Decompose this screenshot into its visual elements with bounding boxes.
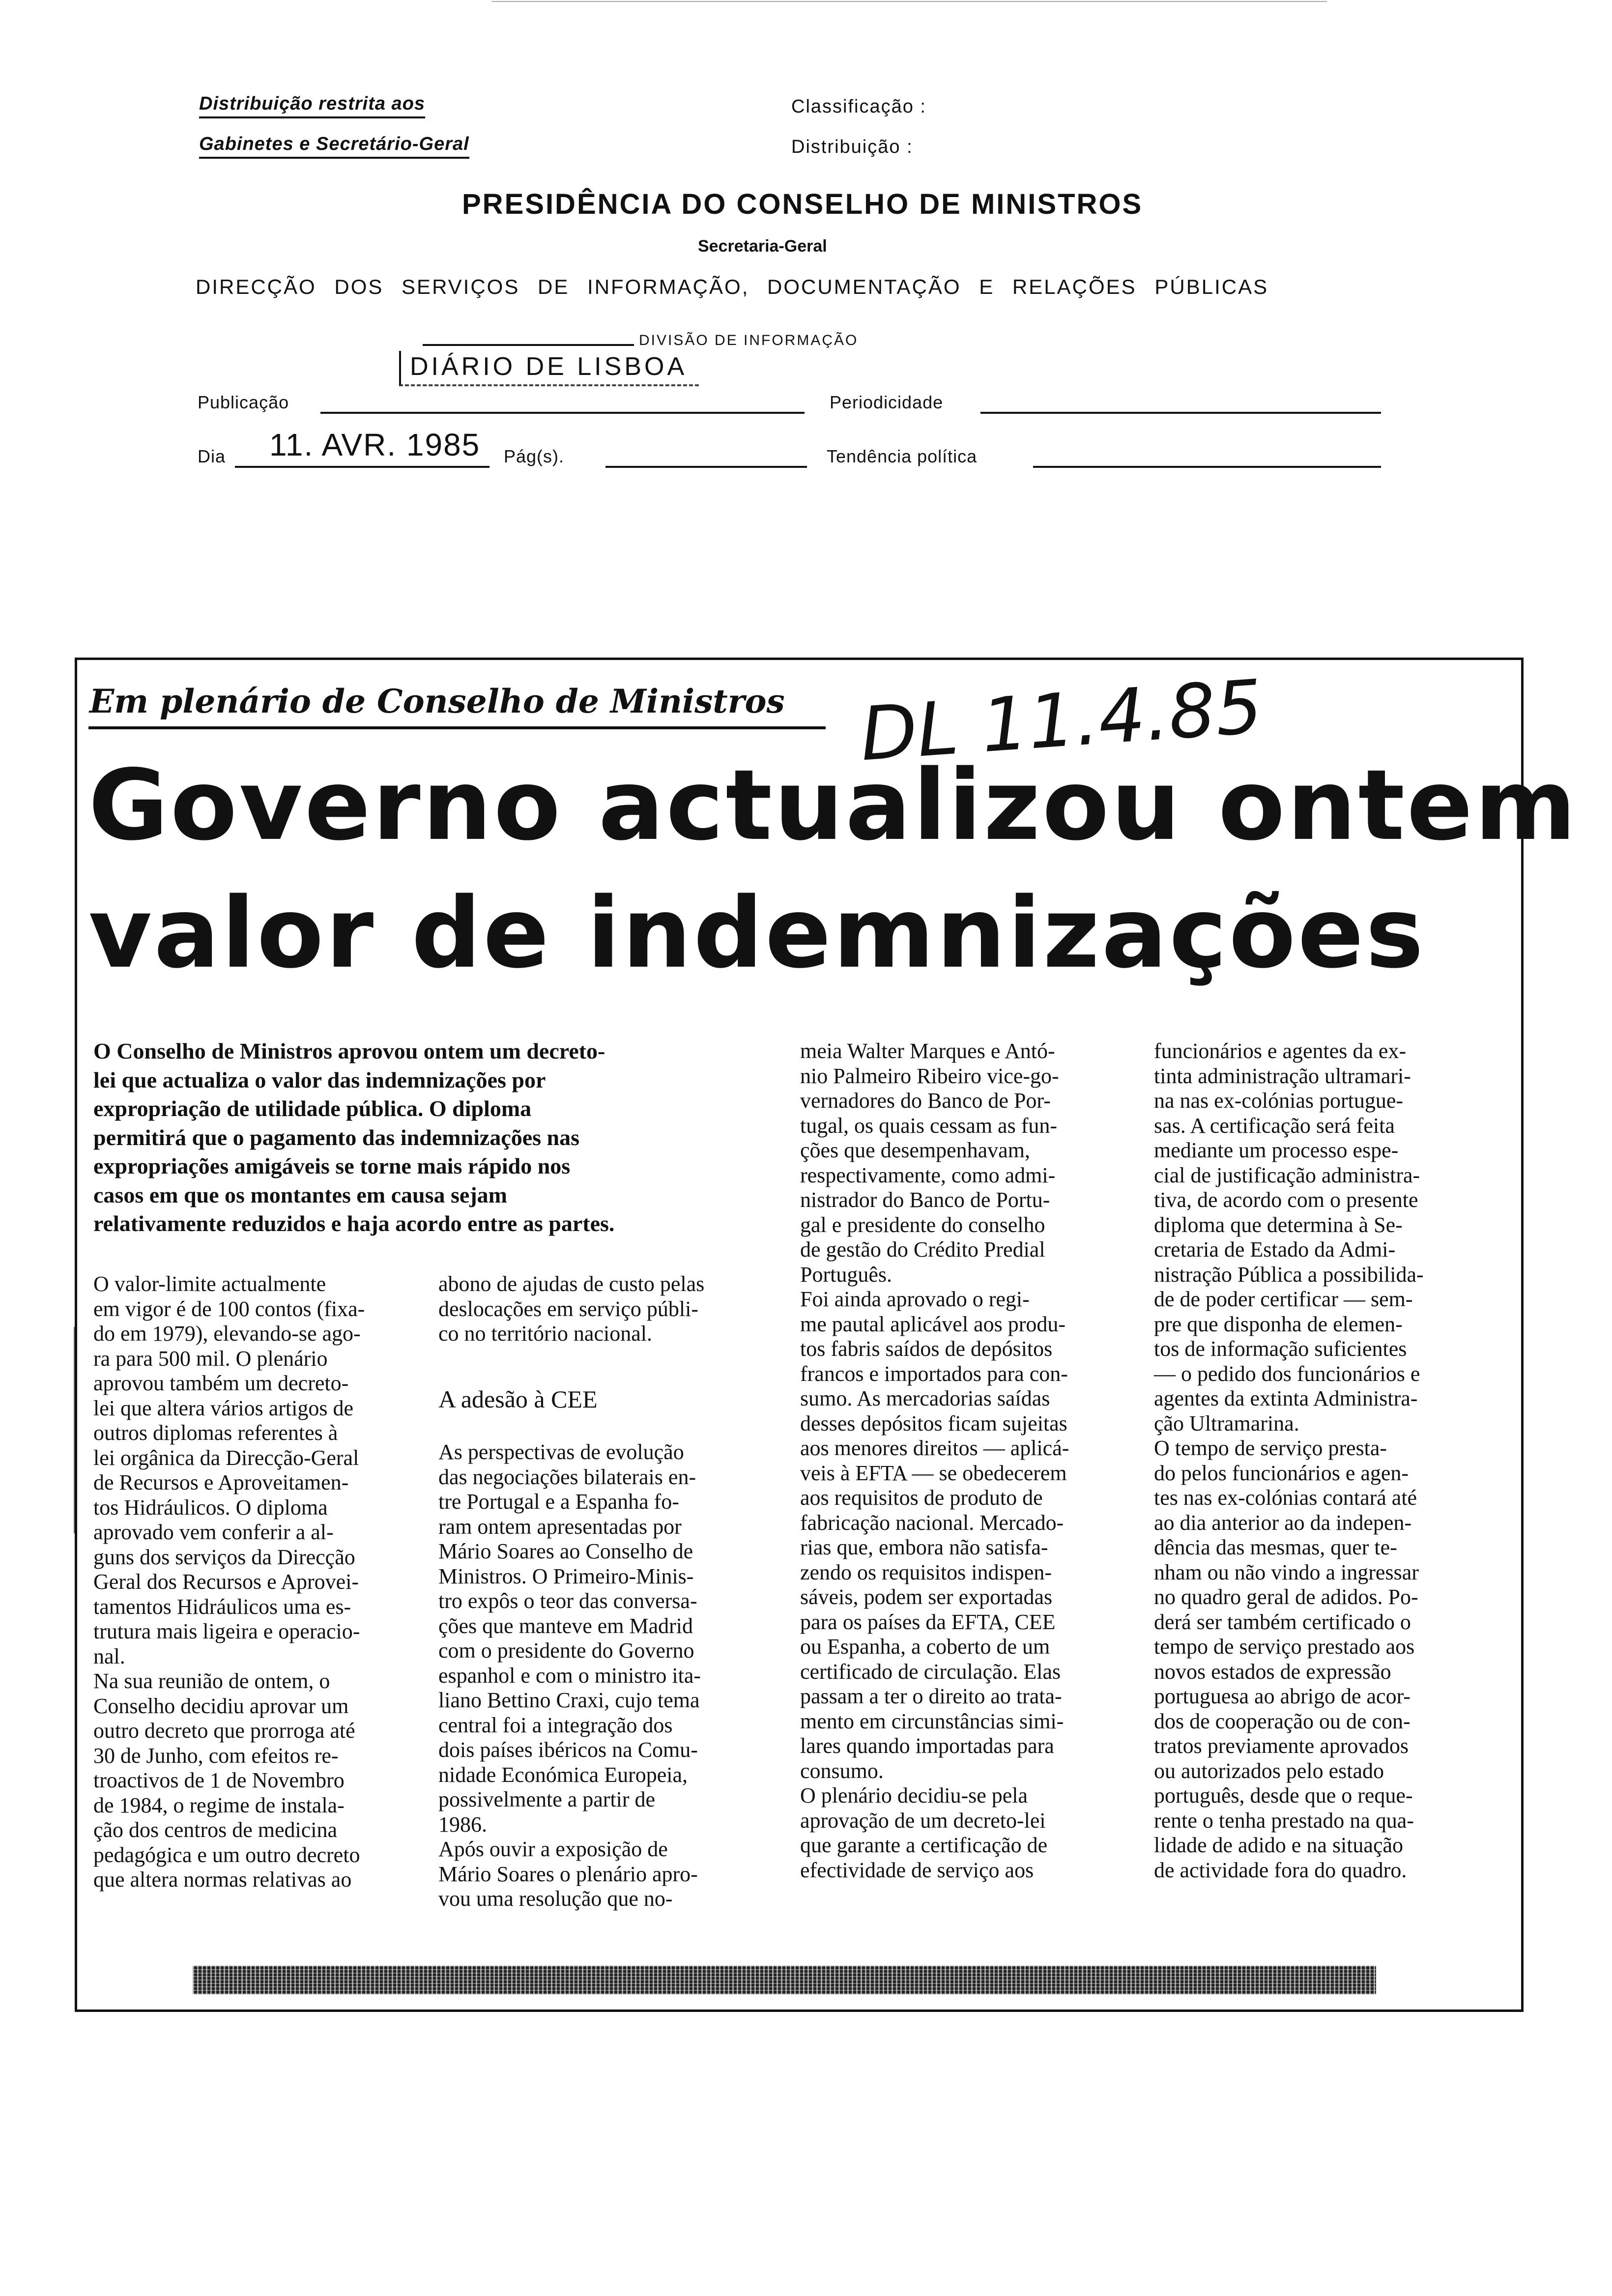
cee-subhead: A adesão à CEE xyxy=(438,1385,598,1413)
article-column-4: funcionários e agentes da ex- tinta administração ultramari- na nas ex-colónias portugue- sas. A certificação será feita mediante um processo espe- cial de justificação administra- tiva, de acordo com o presente diploma que determina à Se- cretaria de Estado da Admi- nistração Pública a possibilida- de de poder certificar — sem- pre que disponha de elemen- tos de informação suficientes — o pedido dos funcionários e agentes da extinta Administra- ção Ultramarina. O tempo de serviço presta- do pelos funcionários e agen- tes nas ex-colónias contará até ao dia anterior ao da indepen- dência das mesmas, quer te- nham ou não vindo a ingressar no quadro geral de adidos. Po- derá ser também certificado o tempo de serviço prestado aos novos estados de expressão portuguesa ao abrigo de acor- dos de cooperação ou de con- tratos previamente aprovados ou autorizados pelo estado português, desde que o reque- rente o tenha prestado na qua- lidade de adido e na situação de actividade fora do quadro. xyxy=(1154,1039,1424,1882)
article-column-1: O valor-limite actualmente em vigor é de 100 contos (fixa- do em 1979), elevando-se ago- ra para 500 mil. O plenário aprovou também um decreto- lei que altera vários artigos de outros diplomas referentes à lei orgânica da Direcção-Geral de Recursos e Aproveitamen- tos Hidráulicos. O diploma aprovado vem conferir a al- guns dos serviços da Direcção Geral dos Recursos e Aprovei- tamentos Hidráulicos uma es- trutura mais ligeira e operacio- nal. Na sua reunião de ontem, o Conselho decidiu aprovar um outro decreto que prorroga até 30 de Junho, com efeitos re- troactivos de 1 de Novembro de 1984, o regime de instala- ção dos centros de medicina pedagógica e um outro decreto que altera normas relativas ao xyxy=(93,1272,365,1892)
article-kicker: Em plenário de Conselho de Ministros xyxy=(89,682,785,720)
office-subtitle: Secretaria-Geral xyxy=(698,237,827,256)
article-column-2-top: abono de ajudas de custo pelas deslocações em serviço públi- co no território nacional. xyxy=(438,1272,705,1346)
publication-label: Publicação xyxy=(198,392,289,412)
article-lead: O Conselho de Ministros aprovou ontem um decreto- lei que actualiza o valor das indemnizações por expropriação de utilidade pública. O diploma permitirá que o pagamento das indemnizações nas expropriações amigáveis se torne mais rápido nos casos em que os montantes em causa sejam relativamente reduzidos e haja acordo entre as partes. xyxy=(93,1038,615,1236)
article-column-2-body: As perspectivas de evolução das negociações bilaterais en- tre Portugal e a Espanha fo- ram ontem apresentadas por Mário Soares ao Conselho de Ministros. O Primeiro-Minis- tro expôs o teor das conversa- ções que manteve em Madrid com o presidente do Governo espanhol e com o ministro ita- liano Bettino Craxi, cujo tema central foi a integração dos dois países ibéricos na Comu- nidade Económica Europeia, possivelmente a partir de 1986. Após ouvir a exposição de Mário Soares o plenário apro- vou uma resolução que no- xyxy=(438,1440,701,1911)
periodicity-line xyxy=(980,412,1381,414)
article-column-3: meia Walter Marques e Antó- nio Palmeiro Ribeiro vice-go- vernadores do Banco de Por- tugal, os quais cessam as fun- ções que desempenhavam, respectivamente, como admi- nistrador do Banco de Portu- gal e presidente do conselho de gestão do Crédito Predial Português. Foi ainda aprovado o regi- me pautal aplicável aos produ- tos fabris saídos de depósitos francos e importados para con- sumo. As mercadorias saídas desses depósitos ficam sujeitas aos menores direitos — aplicá- veis à EFTA — se obedecerem aos requisitos de produto de fabricação nacional. Mercado- rias que, embora não satisfa- zendo os requisitos indispen- sáveis, podem ser exportadas para os países da EFTA, CEE ou Espanha, a coberto de um certificado de circulação. Elas passam a ter o direito ao trata- mento em circunstâncias simi- lares quando importadas para consumo. O plenário decidiu-se pela aprovação de um decreto-lei que garante a certificação de efectividade de serviço aos xyxy=(800,1039,1069,1882)
kicker-rule xyxy=(88,726,826,729)
division-label: DIVISÃO DE INFORMAÇÃO xyxy=(639,332,859,348)
pages-label: Pág(s). xyxy=(504,446,565,466)
headline-line1: Governo actualizou ontem xyxy=(88,748,1578,862)
publication-stamp: DIÁRIO DE LISBOA xyxy=(399,351,699,386)
political-tendency-line xyxy=(1033,466,1381,468)
distribution-note-line2: Gabinetes e Secretário-Geral xyxy=(199,134,469,159)
publication-line xyxy=(320,412,805,414)
distribution-note-line1: Distribuição restrita aos xyxy=(199,93,425,118)
office-title: PRESIDÊNCIA DO CONSELHO DE MINISTROS xyxy=(462,188,1143,220)
division-rule xyxy=(423,344,634,346)
day-stamp: 11. AVR. 1985 xyxy=(269,427,481,462)
distribution-label: Distribuição : xyxy=(791,137,913,157)
bottom-halftone-band xyxy=(193,1966,1376,1994)
day-line xyxy=(235,466,489,468)
scan-mark-left xyxy=(74,1327,75,1533)
headline-line2: valor de indemnizações xyxy=(88,876,1426,990)
handwritten-date-note: DL 11.4.85 xyxy=(857,664,1266,778)
day-label: Dia xyxy=(198,446,226,466)
classification-label: Classificação : xyxy=(791,96,926,117)
department-line: DIRECÇÃO DOS SERVIÇOS DE INFORMAÇÃO, DOCUMENTAÇÃO E RELAÇÕES PÚBLICAS xyxy=(196,275,1269,298)
political-tendency-label: Tendência política xyxy=(827,446,978,466)
pages-line xyxy=(605,466,807,468)
scan-mark-top xyxy=(491,1,1327,2)
periodicity-label: Periodicidade xyxy=(830,392,944,412)
